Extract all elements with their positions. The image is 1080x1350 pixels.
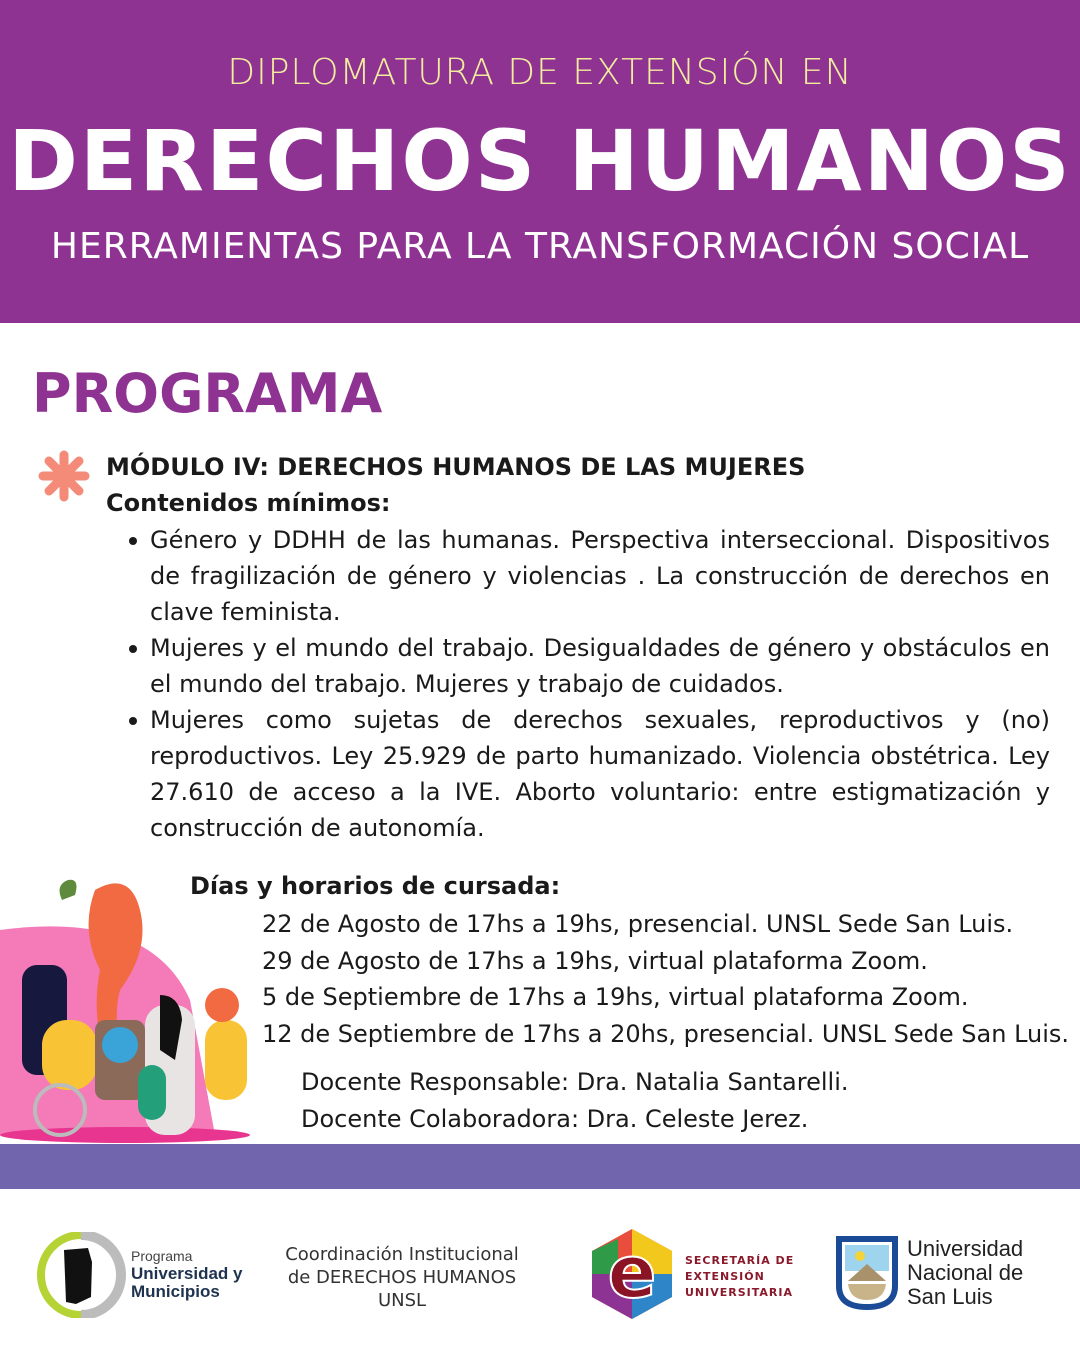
contents-label: Contenidos mínimos: bbox=[106, 489, 391, 517]
svg-text:e: e bbox=[607, 1230, 657, 1314]
subtitle: HERRAMIENTAS PARA LA TRANSFORMACIÓN SOCIAL bbox=[50, 226, 1030, 267]
asterisk-icon bbox=[38, 450, 90, 502]
schedule-date: 12 de Septiembre de 17hs a 20hs, presencial. UNSL Sede San Luis. bbox=[262, 1019, 1070, 1048]
pretitle: DIPLOMATURA DE EXTENSIÓN EN bbox=[227, 52, 853, 93]
teacher-responsible: Docente Responsable: Dra. Natalia Santarelli. bbox=[301, 1068, 849, 1096]
programa-logo-icon bbox=[36, 1232, 126, 1318]
header bbox=[0, 0, 1080, 323]
unsl-shield-icon bbox=[836, 1236, 898, 1310]
programa-logo-text: Programa Universidad y Municipios bbox=[131, 1248, 243, 1301]
schedule-date: 22 de Agosto de 17hs a 19hs, presencial. UNSL Sede San Luis. bbox=[262, 910, 1014, 938]
list-item: Género y DDHH de las humanas. Perspectiva interseccional. Dispositivos de fragilización de género y violencias . La construcción de derechos en clave feminista. bbox=[150, 522, 1050, 630]
list-item: Mujeres y el mundo del trabajo. Desigualdades de género y obstáculos en el mundo del trabajo. Mujeres y trabajo de cuidados. bbox=[150, 630, 1050, 702]
teachers bbox=[301, 1064, 849, 1138]
coordinacion-logo-text: Coordinación Institucional de DERECHOS HUMANOS UNSL bbox=[285, 1244, 519, 1311]
teacher-collaborator: Docente Colaboradora: Dra. Celeste Jerez. bbox=[301, 1105, 809, 1133]
section-title: PROGRAMA bbox=[32, 362, 383, 425]
schedule-label: Días y horarios de cursada: bbox=[190, 872, 561, 900]
list-item: Mujeres como sujetas de derechos sexuales, reproductivos y (no) reproductivos. Ley 25.929 de parto humanizado. Violencia obstétrica. Ley 27.610 de acceso a la IVE. Aborto voluntario: entre estigmatización y construcción de autonomía. bbox=[150, 702, 1050, 846]
main-title: DERECHOS HUMANOS bbox=[8, 112, 1072, 210]
secretaria-logo-text: SECRETARÍA DE EXTENSIÓN UNIVERSITARIA bbox=[685, 1254, 795, 1299]
secretaria-logo-icon bbox=[588, 1227, 676, 1321]
divider-band bbox=[0, 1144, 1080, 1189]
contents-list bbox=[150, 522, 1050, 846]
unsl-logo-text: Universidad Nacional de San Luis bbox=[907, 1236, 1024, 1309]
women-illustration bbox=[0, 870, 260, 1145]
module-title: MÓDULO IV: DERECHOS HUMANOS DE LAS MUJERES bbox=[106, 453, 806, 481]
schedule-dates bbox=[262, 906, 1069, 1052]
schedule-date: 5 de Septiembre de 17hs a 19hs, virtual plataforma Zoom. bbox=[262, 983, 969, 1011]
schedule-date: 29 de Agosto de 17hs a 19hs, virtual plataforma Zoom. bbox=[262, 946, 928, 975]
